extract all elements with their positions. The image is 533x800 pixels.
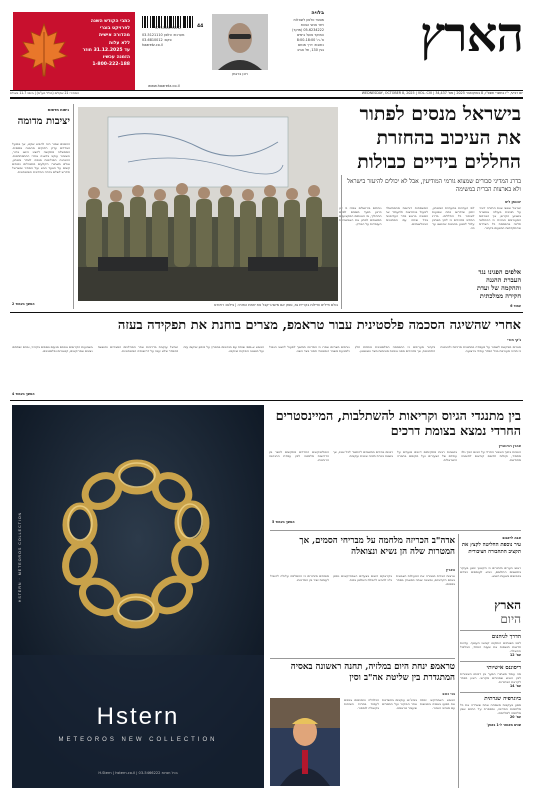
- contact-line: מערכת: טלפון 03-5121110: [142, 33, 185, 37]
- masthead: [0, 0, 533, 100]
- banner-rule-top: [10, 312, 523, 313]
- today-item-text: לפני כשנתיים הותקפו קיבוצי העוטף. עדויות חדשות חושפות את שעות הפחד, הבלבול וההצלה.: [460, 641, 521, 654]
- edition-box: [274, 10, 324, 53]
- text-column: בישיבות רבות מתקיימים דיונים סוערים על עתידם של הצעירים ועל מקומם בחברה הישראלית.: [397, 450, 457, 463]
- ad-line: 1-800-222-188: [92, 62, 130, 68]
- trump-photo[interactable]: [270, 698, 340, 786]
- left-column-text: ההסכם אמור היה להביא שקט, אך בפועל הצדדים עדיין רחוקים מהבנה בסיסית. הממשלה מתקשה להציג הישג ברור, והציבור עוקב בדאגה אחרי ההתפתחויות. ההנהגה הפוליטית מנסה לשדר ביטחון, אולם מאחורי הקלעים מתנהלים ויכוחים קשים על הצעד הבא ועל המחיר שישראל תידרש לשלם בזירה המדינית והביטחונית.: [12, 142, 70, 175]
- ice-headline[interactable]: אדה"ב הכריזה מלחמה על מבריחי הסמים, אך המטרות שלה הן נשיא ונצואלה: [299, 536, 455, 557]
- today-items: [460, 630, 521, 727]
- edition-line: כתובת: דרך מנחם: [297, 43, 324, 47]
- text-column: הכלכלה והמכסים צפויים לעמוד במרכז השיחות בקואלה לומפור.: [344, 698, 379, 711]
- text-column: ישראל עוקבת בדריכות אחר המהלכים המצריים וחוששת מהסדר שלא יענה על דרישותיה הביטחוניות.: [97, 345, 179, 354]
- side-text: ראשי הערים מזהירים כי הקיצוץ יפגע בעיקר בתושבים החלשים, ויביא לעומסים כבדים בכבישים בשעות השיא.: [460, 566, 521, 579]
- today-footer: שנים מאוחר ל-1 באוק': [486, 723, 521, 728]
- text-column: ארצות הברית מגבירה את הפעילות הצבאית באיים הקריביים, ומציגה אותה כמאבק בסחר בסמים.: [396, 574, 455, 587]
- text-column: רבנים בכירים ממשיכים להתנגד לכל שינוי, אך בשטח ניכרת תזוזה איטית ועקבית.: [333, 450, 393, 459]
- text-column: הנשיא האמריקאי יפתח את מסעו באסיה בפגישות עם מנהיגי האזור.: [420, 698, 455, 711]
- ice-columns: [270, 574, 455, 656]
- ad-line: כתבי הקודש השנה: [90, 19, 130, 24]
- today-item-ref[interactable]: עמ' 12: [510, 653, 521, 658]
- edition-line: 05-6234222 (מוקד): [292, 28, 324, 32]
- today-item-head: ביוגרפיה שגרתית: [484, 696, 521, 703]
- hstern-collection: METEOROS NEW COLLECTION: [58, 737, 218, 743]
- text-column: בקהיר מעריכים כי ההסכמה הפלסטינית פותחת חלון הזדמנויות, אך מזהירים מפני ציפיות מוגזמות מצד וושינגטון.: [354, 345, 436, 354]
- left-column-label: ניתוח חדשות: [47, 108, 69, 112]
- today-title[interactable]: הארץ: [494, 598, 521, 612]
- barcode: [142, 13, 194, 27]
- today-item-head: דיסוננס אישיותי: [486, 665, 521, 672]
- text-column: המשפחות דורשות מהממשלה לפעול בנחרצות ולהעמיד את הסוגיה בראש סדר העדיפויות בכל שיחה עם המתווכים הבינלאומיים.: [385, 206, 428, 227]
- ad-line: הזמנה עכשיו: [102, 55, 130, 61]
- text-column: מצרים מבקשת לשמור על מעמדה כמתווכת מרכזית ולהבטיח כי תהיה מעורבת בכל הסדר עתידי ברצועה.: [440, 345, 521, 354]
- today-item-text: מה עומד מאחורי הפער בין דמותו הציבורית לבין האיש שמכירים מקרוב. ראיון מיוחד לקראת הבחירות.: [460, 672, 521, 685]
- masthead-rule-bottom: [10, 97, 523, 99]
- haredi-byline: אהרן רבינוביץ: [498, 444, 521, 448]
- contact-line: פקס: 03-6810012: [142, 38, 172, 42]
- maple-leaf-icon: [19, 22, 69, 78]
- text-column: הנשיא א-סיסי שוחח עם מנהיגים במפרץ על מימון שיקום עזה ועל מנגנוני הפיקוח שיוקמו.: [183, 345, 264, 354]
- left-column-headline[interactable]: יציבות מדומה: [17, 116, 70, 127]
- text-column: הפוליטיקאים החרדים מתקשים לגשר בין הדרישות מלמטה לבין עמדת ההנהגה הרוחנית.: [269, 450, 329, 463]
- contact-lines: [142, 33, 202, 48]
- rule-lead-right: [341, 175, 342, 309]
- haredi-headline[interactable]: בין מתנגדי הגיוס וקריאות להשתלבות, המיינסטרים החרדי נמצא בצומת דרכים: [275, 408, 521, 438]
- lead-side-head[interactable]: אלפים הפגינו נגד העברת ההגנה וההקמה של ועדת חקירה ממלכתית: [476, 268, 521, 300]
- today-item-text: מסע בעקבות משפחה אחת ששרדה את כל מלחמות המדינה, ומספרת על החיים שבין מלחמה למלחמה.: [460, 703, 521, 716]
- columnist-photo: [212, 14, 268, 70]
- website[interactable]: www.haaretz.co.il: [148, 84, 180, 88]
- ice-byline: הארץ: [445, 568, 455, 572]
- text-column: בשבועות הקרובים צפויים מגעים נוספים בקהיר, ובהם ישתתפו נציגים אמריקאים, קטארים ופלסטינים.: [11, 345, 93, 354]
- edition-line: המוקד פועל בימים: [297, 33, 324, 37]
- edition-line: בגין 130, תל אביב: [297, 48, 324, 52]
- today-item-ref[interactable]: עמ' 14: [510, 684, 521, 689]
- today-item-head: הדרך לגיהנום: [491, 634, 521, 640]
- masthead-ad[interactable]: [13, 12, 135, 90]
- hstern-fine-print: בכל חנויות H.Stern | hstern.co.il | 03-5466222: [98, 771, 178, 775]
- haredi-columns: [269, 450, 521, 520]
- dateline: יום רביעי, י"ז בתשרי תשפ"ו, 8 באוקטובר 2025 | מס' 34,437 | WEDNESDAY, OCTOBER 8, 2025 | VOL. CVI: [361, 91, 523, 95]
- ad-line: מהדורה אישית: [99, 33, 130, 39]
- ad-line: ללא עלות: [108, 40, 130, 46]
- today-item-ref[interactable]: עמ' 20: [510, 715, 521, 720]
- issue-badge: 44: [197, 24, 204, 29]
- side-head[interactable]: עיר נוספת החליטה לקצץ את תקציב התחבורה הציבורית: [461, 542, 521, 555]
- left-column-continued[interactable]: המשך בעמוד 2: [12, 302, 35, 306]
- hstern-brand[interactable]: Hstern: [96, 703, 180, 730]
- hstern-advert[interactable]: [12, 405, 264, 788]
- today-subtitle: היום: [500, 612, 521, 626]
- trump-headline[interactable]: טראמפ ינחת היום במלזיה, תחנה ראשונה באסיה המתגדרת בין שליטת אה"ב וסין: [290, 662, 455, 683]
- lead-headline[interactable]: בישראל מנסים לפתור את העיכוב בהחזרת החללים בידיים כבולות: [357, 103, 521, 173]
- today-item[interactable]: [460, 661, 521, 692]
- text-column: בקראקס רואים בצעדים האמריקאיים ניסיון גלוי להביא להפלת השלטון בכוח.: [333, 574, 392, 583]
- today-item[interactable]: [460, 630, 521, 661]
- banner-headline[interactable]: אחרי שהשיגה הסכמה פלסטינית עבור טראמפ, מצרים בוחנת את תפקידה בעזה: [117, 318, 521, 333]
- columnist-portrait[interactable]: [212, 14, 268, 70]
- rule-ice-bottom: [270, 658, 455, 659]
- edition-line: א'-ה' 8:00-18:00: [296, 38, 324, 42]
- banner-columns: [12, 345, 521, 397]
- lead-photo[interactable]: [78, 107, 338, 301]
- edition-line: ויתר אנשי הצוות: [300, 23, 324, 27]
- ad-line: עד 31.12.2025 חוזר: [82, 47, 130, 53]
- trump-byline: בני כוכב: [442, 692, 455, 696]
- rule-haredi-bottom: [270, 530, 521, 531]
- ad-lines: [70, 18, 130, 68]
- hstern-side-text: HSTERN · METEOROS COLLECTION: [18, 511, 22, 603]
- lead-photo-caption: בולם חיילים וחיילות בקריית גת, ספק אם מישהו יקבל את יוזמת החזרה | צילום: רויטרס: [214, 303, 338, 307]
- haaretz-today: [460, 598, 521, 788]
- banner-byline: ג'קי חורי: [507, 338, 521, 342]
- ad-line: לפרויקט בוגרי: [99, 26, 130, 32]
- banner-rule-bottom: [10, 400, 523, 401]
- lead-subhead: בדרג המדיני סבורים שמצוא גורמי המודיעין, אבל לא יכולים להיעזר בישראל ולא בארצות הברית במשימה: [347, 178, 521, 193]
- lead-side-ref[interactable]: עמוד 6: [510, 304, 521, 308]
- today-item[interactable]: [460, 692, 521, 723]
- trump-photo-image: [270, 698, 340, 786]
- soldiers-photo: [78, 107, 338, 301]
- price-line: המחיר: 21 שקלים (כולל מע"מ) | ביום: 11.7 באילת: [10, 91, 79, 95]
- text-column: הוויכוח בתוך הציבור החרדי על הגיוס הפך גלוי מתמיד, וקולות חדשים קוראים לחשיבה מחודשת.: [461, 450, 521, 463]
- rule-today-left: [458, 534, 459, 788]
- lead-byline: יהונתן ליס: [504, 200, 521, 204]
- text-column: מומחים מזהירים כי ההסלמה עלולה להוביל לעימות ישיר בין המדינות.: [270, 574, 329, 583]
- barcode-digits: 9771565294012: [154, 26, 182, 30]
- side-label: אנה ליאנוב: [502, 536, 521, 540]
- edition-label: בלויה: [311, 10, 324, 16]
- text-column: גורמים מצריים אמרו כי המדינה תמשיך לפעול לייצוב הגבול ולמניעת משבר הומניטרי חמור בצד השני.: [268, 345, 350, 354]
- trump-columns: [344, 698, 455, 786]
- banner-continued[interactable]: המשך בעמוד 4: [12, 392, 35, 396]
- masthead-logo[interactable]: הארץ: [419, 7, 523, 63]
- text-column: לפי הערכות במערכת הביטחון, ייתכן שיידרשו כמה שבועות לאיתור כל החללים. בדרג המדיני מזהירים כי לחץ מבחוץ עלול לפגוע בהבנות שהושגו עד כה.: [432, 206, 475, 231]
- text-column: גורמים בירושלים אמרו כי אין כרגע מועד מוסכם לסיום התהליך, וכי הצוותים המקצועיים ממשיכים לבחון את האפשרויות העומדות על הפרק.: [339, 206, 382, 227]
- edition-lines: [274, 18, 324, 53]
- edition-line: מספר טלפון לשאלות: [293, 18, 324, 22]
- rule-lead-left: [73, 104, 74, 309]
- columnist-name: רונן ברגמן: [232, 72, 248, 76]
- text-column: בבייג'ינג עוקבים בחשדנות אחר הביקור ועל המסרים שיעביר טראמפ.: [382, 698, 417, 711]
- text-column: ישראל ואנשי צוות החזרה דיברו על תוכנית פעולה אפשרית בשבוע הקרוב, אך הגורמים המעורבים הבהירו כי ההחלטה תלויה בהסכמת כל הצדדים ובהתקדמות המגעים בקהיר.: [478, 206, 521, 231]
- haredi-continued[interactable]: המשך בעמוד 5: [272, 520, 295, 524]
- contact-line: haaretz.co.il: [142, 43, 163, 47]
